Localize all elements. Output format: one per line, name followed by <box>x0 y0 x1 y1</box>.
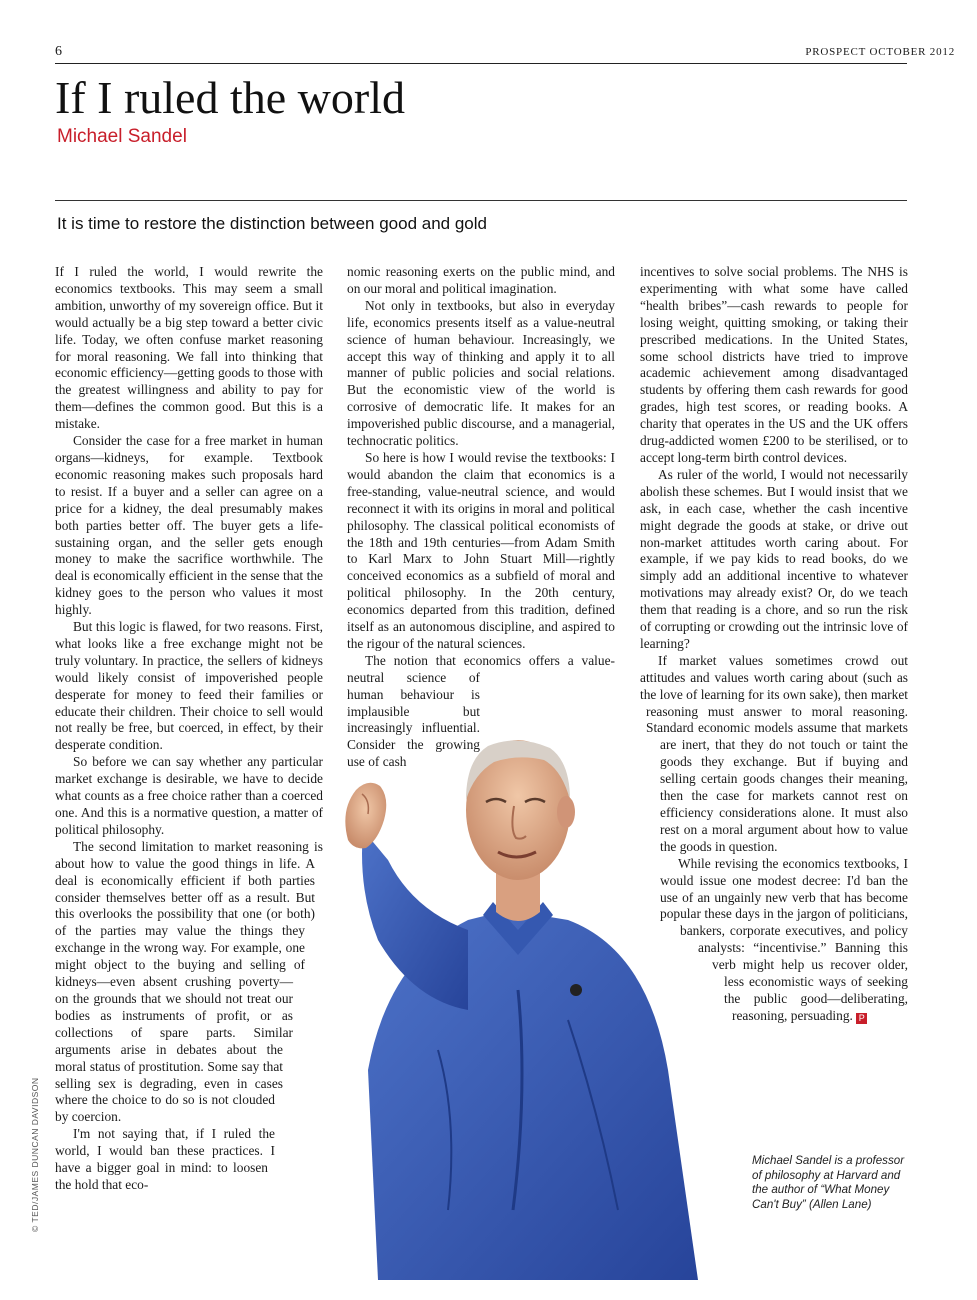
paragraph: As ruler of the world, I would not necessarily abolish these schemes. But I would insist that we ask, in each case, whether the cash incentive might degrade the goods at stake, or drive out non-market attitudes worth caring about. For example, if we pay kids to read books, do we simply add an additional incentive to whatever motivations may already exist? Or, do we teach them that reading is a chore, and so run the risk of corrupting or crowding out the intrinsic love of learning? <box>640 466 908 651</box>
paragraph: So before we can say whether any particular market exchange is desirable, we have to decide what counts as a free choice rather than a coerced one. And this is a normative question, a matter of political philosophy. <box>55 754 323 837</box>
section-rule <box>55 200 907 201</box>
raised-arm <box>362 830 468 1010</box>
end-mark-icon: P <box>856 1013 867 1024</box>
paragraph: Not only in textbooks, but also in everyday life, economics presents itself as a value-neutral science of human behaviour. Increasingly, we accept this way of thinking and apply it to all manner of public policies and social relations. But the economistic view of the world is corrosive of democratic life. It makes for an impoverished public discourse, and a managerial, technocratic politics. <box>347 297 615 449</box>
magazine-issue: PROSPECT OCTOBER 2012 <box>805 46 955 58</box>
paragraph-text: While revising the economics textbooks, I would issue one modest decree: I'd ban the use of an ungainly new verb that has become popular these days in the jargon of politicians, bankers, corporate executives, and policy analysts: “incentivise.” Banning this verb might help us recover older, less economistic ways of seeking the public good—deliberating, reasoning, persuading. <box>660 855 908 1023</box>
hand <box>345 783 386 849</box>
article-standfirst: It is time to restore the distinction between good and gold <box>57 214 487 233</box>
article-title: If I ruled the world <box>55 72 405 123</box>
page-number: 6 <box>55 44 62 59</box>
paragraph: I'm not saying that, if I ruled the world, I would ban these practices. I have a bigger goal in mind: to loosen the hold that eco- <box>55 1126 275 1192</box>
paragraph: If I ruled the world, I would rewrite the economics textbooks. This may seem a small ambition, unworthy of my sovereign office. But it would actually be a big step toward a better civic life. Today, we often confuse market reasoning for moral reasoning. We fall into thinking that economic efficiency—getting goods to those with the greatest willingness and ability to pay for them—defines the common good. But this is a mistake. <box>55 264 323 432</box>
paragraph: incentives to solve social problems. The NHS is experimenting with what some have called “health bribes”—cash rewards to people for losing weight, quitting smoking, or taking their prescribed medications. In the United States, some school districts have tried to improve academic achievement among disadvantaged students by offering them cash rewards for good grades, high test scores, or reading books. A charity that operates in the US and the UK offers drug-addicted women £200 to be sterilised, or to accept long-term birth control devices. <box>640 264 908 465</box>
top-rule <box>55 63 907 64</box>
paragraph: If market values sometimes crowd out attitudes and values worth caring about (such as the love of learning for its own sake), then market reasoning must answer to moral reasoning. Standard economic models assume that markets are inert, that they do not touch or taint the goods they exchange. But if buying and selling certain goods changes their meaning, then the case for markets cannot rest on efficiency considerations alone. It must also rest on a moral argument about how to value the goods in question. <box>640 652 908 854</box>
paragraph: nomic reasoning exerts on the public mind, and on our moral and political imagination. <box>347 264 615 296</box>
photo-credit: © TED/JAMES DUNCAN DAVIDSON <box>30 1077 40 1232</box>
paragraph: But this logic is flawed, for two reasons. First, what looks like a free exchange might not be truly voluntary. In practice, the sellers of kidneys would likely consist of impoverished people desperate for money to feed their families or educate their children. Their choice to sell would not really be free, but coerced, in effect, by their desperate condition. <box>55 619 323 753</box>
author-bio: Michael Sandel is a professor of philosophy at Harvard and the author of “What Money Can't Buy” (Allen Lane) <box>752 1154 905 1211</box>
paragraph: Consider the case for a free market in human organs—kidneys, for example. Textbook economic reasoning makes such proposals hard to resist. If a buyer and a seller can agree on a price for a kidney, the deal presumably makes both parties better off. The buyer gets a life-sustaining organ, and the seller gets enough money to make the sacrifice worthwhile. The deal is economically efficient in the sense that the kidney goes to the person who values it most highly. <box>55 433 323 618</box>
article-author: Michael Sandel <box>57 126 187 147</box>
paragraph: The second limitation to market reasoning is about how to value the good things in life. A deal is economically efficient if both parties consider themselves better off as a result. But this overlooks the possibility that one (or both) of the parties may value the things they exchange in the wrong way. For example, one might object to the buying and selling of kidneys—even absent crushing poverty—on the grounds that we should not treat our bodies as instruments of profit, or as collections of spare parts. Similar arguments arise in debates about the moral status of prostitution. Some say that selling sex is degrading, even in cases where the choice to do so is not clouded by coercion. <box>55 838 323 1125</box>
author-photo <box>318 690 698 1280</box>
text-column-1 <box>55 264 323 1284</box>
paragraph: So here is how I would revise the textbooks: I would abandon the claim that economics is a free-standing, value-neutral science, and would reconnect it with its origins in moral and political philosophy. The classical political economists of the 18th and 19th centuries—from Adam Smith to Karl Marx to John Stuart Mill—rightly conceived economics as a subfield of moral and political philosophy. In the 20th century, economics departed from this tradition, defined itself as an autonomous discipline, and aspired to the rigour of the natural sciences. <box>347 449 615 651</box>
paragraph: The notion that economics offers a value-neutral science of human behaviour is implausible but increasingly influential. Consider the growing use of cash <box>347 652 615 770</box>
